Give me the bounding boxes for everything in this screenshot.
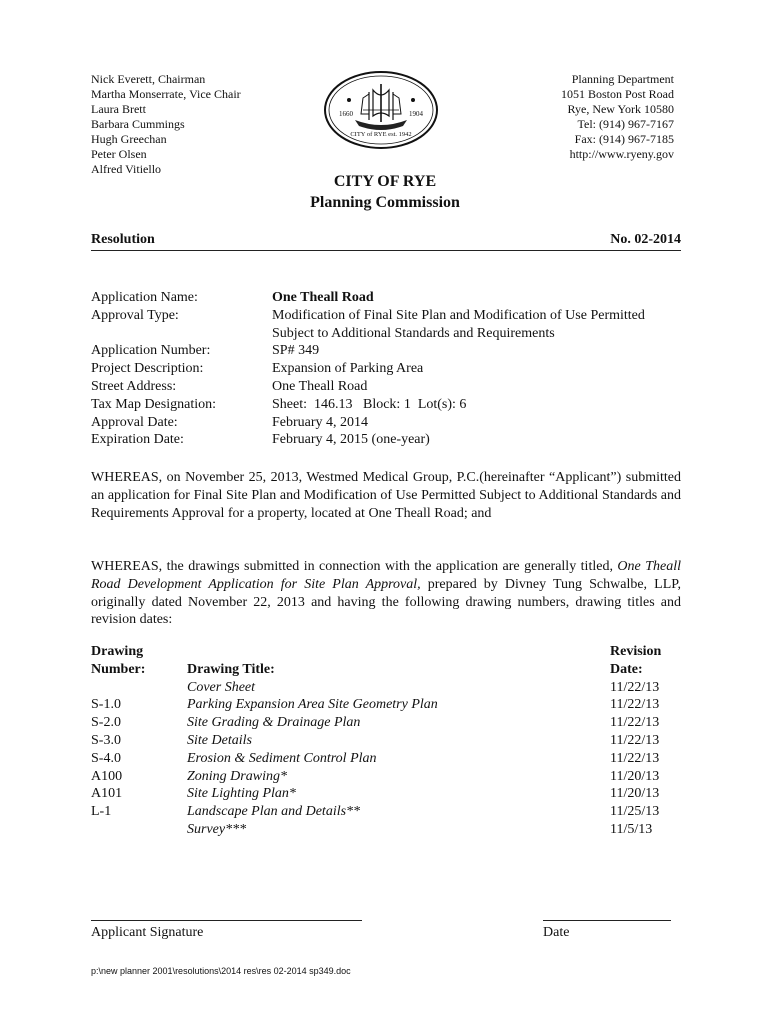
field-label: Approval Date: [91, 414, 178, 430]
resolution-header [91, 232, 681, 251]
table-row [91, 714, 681, 732]
table-row [91, 768, 681, 786]
table-row [91, 785, 681, 803]
revision-date: 11/22/13 [610, 750, 660, 766]
drawing-number: S-4.0 [91, 750, 121, 766]
drawing-number: S-1.0 [91, 697, 121, 713]
drawing-number: A101 [91, 786, 123, 802]
application-number-value: SP# 349 [272, 343, 320, 359]
drawing-number: S-3.0 [91, 732, 121, 748]
department-fax: Fax: (914) 967-7185 [574, 132, 674, 146]
department-phone: Tel: (914) 967-7167 [577, 117, 674, 131]
revision-date: 11/25/13 [610, 804, 660, 820]
department-address: 1051 Boston Post Road [560, 87, 674, 101]
drawing-title: Zoning Drawing* [187, 768, 287, 784]
resolution-number: No. 02-2014 [610, 232, 681, 247]
tax-map-value: Sheet: 146.13 Block: 1 Lot(s): 6 [272, 396, 467, 412]
application-name-value: One Theall Road [272, 290, 374, 305]
department-website: http://www.ryeny.gov [569, 147, 674, 161]
drawings-table-header [91, 643, 681, 679]
svg-text:1660: 1660 [339, 110, 353, 118]
project-description-value: Expansion of Parking Area [272, 361, 424, 377]
date-label: Date [543, 925, 570, 940]
drawing-title: Site Details [187, 732, 252, 748]
field-label: Project Description: [91, 361, 204, 377]
field-label: Application Number: [91, 343, 211, 359]
header-revision: Revision [610, 644, 662, 659]
date-signature-line [543, 920, 671, 921]
planning-department-contact [561, 72, 674, 162]
whereas-paragraph-2 [91, 558, 681, 629]
field-label: Application Name: [91, 290, 198, 305]
approval-type-value: Modification of Final Site Plan and Modification of Use Permitted [272, 307, 645, 323]
table-row [91, 679, 681, 697]
revision-date: 11/20/13 [610, 768, 660, 784]
table-row [91, 696, 681, 714]
drawing-title: Cover Sheet [187, 679, 256, 695]
table-row [91, 732, 681, 750]
drawing-title: Survey*** [187, 821, 247, 837]
drawing-number: L-1 [91, 804, 112, 820]
svg-text:1904: 1904 [409, 110, 423, 118]
header-drawing: Drawing [91, 644, 144, 659]
department-city: Rye, New York 10580 [567, 102, 674, 116]
member-name: Alfred Vitiello [91, 162, 162, 176]
revision-date: 11/22/13 [610, 715, 660, 731]
header-number: Number: [91, 661, 146, 677]
drawing-title: Landscape Plan and Details** [187, 804, 361, 820]
svg-text:CITY of RYE est. 1942: CITY of RYE est. 1942 [350, 131, 412, 138]
member-name: Hugh Greechan [91, 132, 167, 146]
drawing-number: S-2.0 [91, 715, 121, 731]
header-drawing-title: Drawing Title: [187, 661, 275, 677]
whereas-2-title: One Theall Road Development Application for Site Plan Approval, [91, 559, 681, 592]
table-row [91, 803, 681, 821]
revision-date: 11/20/13 [610, 786, 660, 802]
table-row [91, 750, 681, 768]
table-row [91, 821, 681, 839]
drawing-title: Site Grading & Drainage Plan [187, 715, 361, 731]
member-name: Nick Everett, Chairman [91, 72, 206, 86]
document-file-path: p:\new planner 2001\resolutions\2014 res\res 02-2014 sp349.doc [91, 966, 351, 976]
revision-date: 11/5/13 [610, 821, 653, 837]
member-name: Laura Brett [91, 102, 146, 116]
commission-title: Planning Commission [310, 194, 460, 211]
city-title: CITY OF RYE [333, 173, 437, 190]
field-label: Street Address: [91, 378, 177, 394]
revision-date: 11/22/13 [610, 679, 660, 695]
expiration-date-value: February 4, 2015 (one-year) [272, 432, 430, 448]
applicant-signature-label: Applicant Signature [91, 925, 204, 940]
drawings-table [91, 643, 681, 839]
header-date: Date: [610, 661, 643, 677]
resolution-label: Resolution [91, 232, 155, 247]
drawing-title: Parking Expansion Area Site Geometry Plan [187, 697, 438, 713]
drawing-number: A100 [91, 768, 123, 784]
commission-members [91, 72, 241, 177]
department-name: Planning Department [571, 72, 674, 86]
applicant-signature-line [91, 920, 362, 921]
whereas-2-text: WHEREAS, the drawings submitted in connection with the application are generally titled, [91, 559, 618, 574]
whereas-paragraph-1: WHEREAS, on November 25, 2013, Westmed Medical Group, P.C.(hereinafter “Applicant”) submitted an application for Final Site Plan and Modification of Use Permitted Subject to Additional Standards and Requirements Approval for a property, located at One Theall Road; and [91, 470, 681, 521]
street-address-value: One Theall Road [272, 378, 368, 394]
approval-date-value: February 4, 2014 [272, 414, 369, 430]
drawing-title: Site Lighting Plan* [187, 786, 296, 802]
field-label: Tax Map Designation: [91, 396, 216, 412]
approval-type-value-cont: Subject to Additional Standards and Requirements [272, 325, 555, 341]
city-seal-logo [323, 70, 439, 150]
revision-date: 11/22/13 [610, 697, 660, 713]
member-name: Peter Olsen [91, 147, 147, 161]
whereas-2-text-end: prepared by Divney Tung Schwalbe, LLP, originally dated November 22, 2013 and having the following drawing numbers, drawing titles and revision dates: [91, 576, 681, 628]
drawing-title: Erosion & Sediment Control Plan [187, 750, 377, 766]
member-name: Barbara Cummings [91, 117, 185, 131]
field-label: Expiration Date: [91, 432, 184, 448]
revision-date: 11/22/13 [610, 732, 660, 748]
member-name: Martha Monserrate, Vice Chair [91, 87, 241, 101]
field-label: Approval Type: [91, 307, 179, 323]
